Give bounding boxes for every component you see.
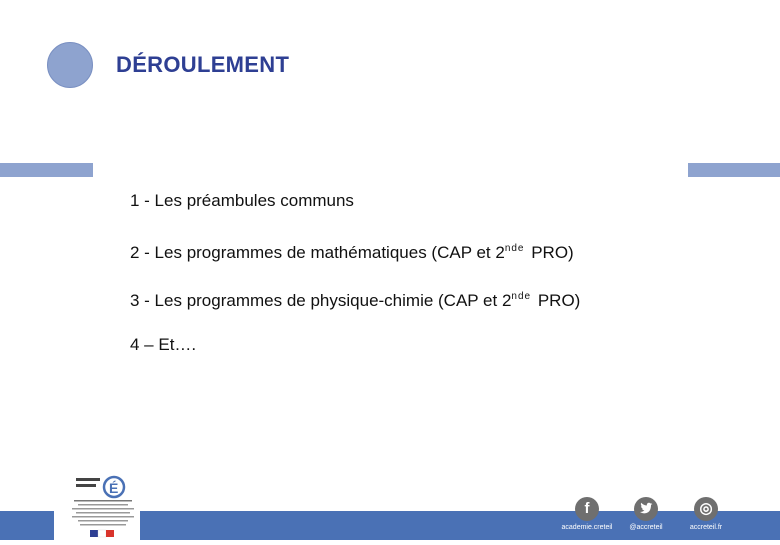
agenda-item-text: 1 - Les préambules communs (130, 191, 354, 210)
agenda-item-1 (130, 191, 580, 239)
accent-band-right (688, 163, 780, 177)
dribbble-icon[interactable]: ◎ (694, 497, 718, 521)
social-twitter[interactable] (616, 497, 676, 531)
twitter-bird-icon (634, 497, 658, 521)
social-facebook[interactable] (557, 497, 617, 531)
agenda-item-3 (130, 287, 580, 335)
agenda-list (130, 191, 580, 383)
agenda-item-text-end: PRO) (533, 291, 581, 310)
social-label: academie.creteil (561, 524, 613, 531)
slide-title: DÉROULEMENT (116, 52, 290, 77)
agenda-item-2 (130, 239, 580, 287)
twitter-icon[interactable] (634, 497, 658, 521)
agenda-item-text: 4 – Et…. (130, 335, 197, 354)
social-label: @accreteil (629, 524, 663, 531)
title-bullet-circle (47, 42, 93, 88)
svg-text:É: É (109, 480, 119, 496)
agenda-item-text: 3 - Les programmes de physique-chimie (CAP et 2 (130, 291, 512, 310)
agenda-item-text: 2 - Les programmes de mathématiques (CAP et 2 (130, 243, 505, 262)
facebook-icon[interactable]: f (575, 497, 599, 521)
social-dribbble[interactable] (676, 497, 736, 531)
agenda-item-superscript: nde (504, 243, 525, 254)
agenda-item-text-end: PRO) (526, 243, 574, 262)
social-label: accreteil.fr (689, 524, 723, 531)
footer-bar-left (0, 511, 54, 540)
ministry-logo-graphic (66, 470, 140, 540)
ministry-logo (66, 470, 140, 540)
agenda-item-4 (130, 335, 580, 383)
agenda-item-superscript: nde (511, 291, 532, 302)
accent-band-left (0, 163, 93, 177)
